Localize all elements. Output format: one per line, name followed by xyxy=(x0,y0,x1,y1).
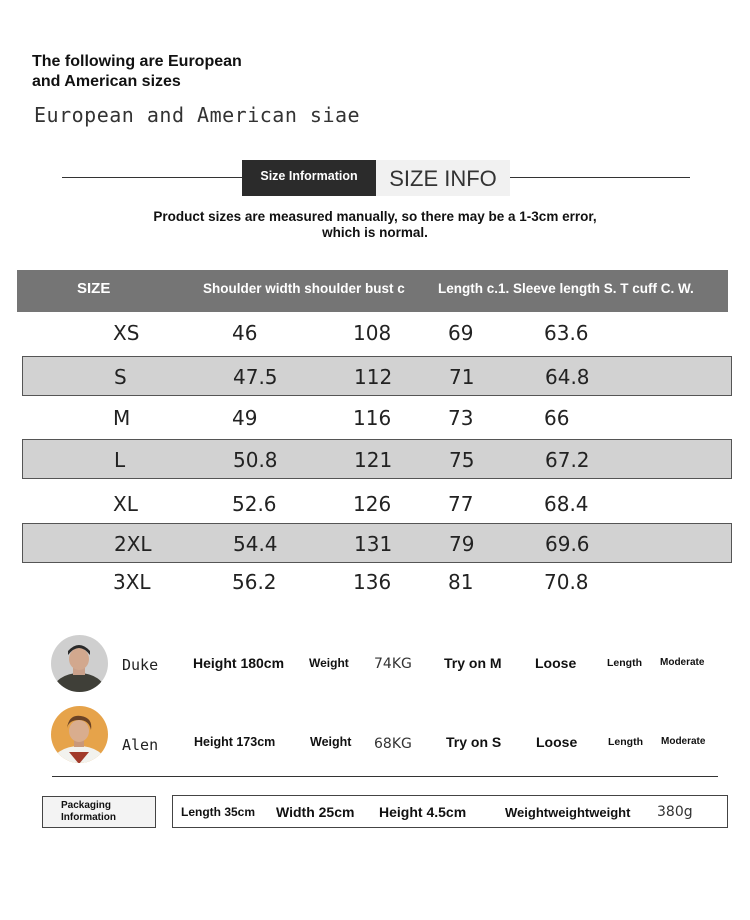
page-heading xyxy=(32,52,292,92)
header-shoulder-bust: Shoulder width shoulder bust c xyxy=(203,281,405,296)
cell-length: 81 xyxy=(448,570,474,594)
cell-bust: 121 xyxy=(354,448,393,472)
cell-sleeve: 64.8 xyxy=(545,365,590,389)
packaging-details xyxy=(172,795,728,828)
model-height: Height 180cm xyxy=(193,655,285,671)
packaging-label-line-2: Information xyxy=(61,812,116,823)
page-subtitle: European and American siae xyxy=(34,103,361,127)
cell-size: XS xyxy=(113,321,140,345)
packaging-height: Height 4.5cm xyxy=(379,804,467,820)
header-size: SIZE xyxy=(77,280,111,297)
cell-sleeve: 66 xyxy=(544,406,570,430)
divider-right xyxy=(510,177,690,178)
model-length-value: Moderate xyxy=(660,657,705,668)
model-length-label: Length xyxy=(608,736,643,748)
cell-shoulder: 50.8 xyxy=(233,448,278,472)
cell-sleeve: 69.6 xyxy=(545,532,590,556)
table-row xyxy=(22,523,732,563)
heading-line-2: and American sizes xyxy=(32,73,181,90)
cell-length: 71 xyxy=(449,365,475,389)
person-photo-icon xyxy=(51,635,108,692)
model-length-label: Length xyxy=(607,657,642,669)
model-name: Duke xyxy=(122,656,159,674)
cell-bust: 116 xyxy=(353,406,392,430)
cell-size: M xyxy=(113,406,131,430)
table-row xyxy=(22,562,732,602)
heading-line-1: The following are European xyxy=(32,53,242,70)
divider-bottom xyxy=(52,776,718,777)
cell-length: 69 xyxy=(448,321,474,345)
measurement-note xyxy=(120,209,630,241)
size-information-label: Size Information xyxy=(242,160,376,196)
model-name: Alen xyxy=(122,736,159,754)
cell-sleeve: 70.8 xyxy=(544,570,589,594)
cell-shoulder: 54.4 xyxy=(233,532,278,556)
size-info-label: SIZE INFO xyxy=(376,160,510,196)
table-row xyxy=(22,356,732,396)
cell-shoulder: 49 xyxy=(232,406,258,430)
cell-bust: 126 xyxy=(353,492,392,516)
cell-bust: 108 xyxy=(353,321,392,345)
model-length-value: Moderate xyxy=(661,736,706,747)
cell-length: 77 xyxy=(448,492,474,516)
cell-bust: 131 xyxy=(354,532,393,556)
note-line-2: which is normal. xyxy=(322,225,428,240)
cell-shoulder: 52.6 xyxy=(232,492,277,516)
cell-shoulder: 47.5 xyxy=(233,365,278,389)
model-fit: Loose xyxy=(536,734,578,750)
cell-shoulder: 46 xyxy=(232,321,258,345)
cell-size: 2XL xyxy=(114,532,152,556)
table-row xyxy=(22,484,732,524)
model-try-on: Try on S xyxy=(446,734,502,750)
table-row xyxy=(22,398,732,438)
model-weight-label: Weight xyxy=(309,656,349,670)
model-weight-label: Weight xyxy=(310,735,352,749)
cell-length: 73 xyxy=(448,406,474,430)
cell-bust: 112 xyxy=(354,365,393,389)
packaging-width: Width 25cm xyxy=(276,804,355,820)
size-table-header xyxy=(17,270,728,312)
model-weight: 68KG xyxy=(374,736,412,752)
person-photo-icon xyxy=(51,706,108,763)
cell-size: S xyxy=(114,365,127,389)
divider-left xyxy=(62,177,244,178)
table-row xyxy=(22,313,732,353)
table-row xyxy=(22,439,732,479)
packaging-weight-label: Weightweightweight xyxy=(505,805,631,820)
cell-length: 75 xyxy=(449,448,475,472)
model-fit: Loose xyxy=(535,655,577,671)
packaging-label xyxy=(42,796,156,828)
packaging-weight-value: 380g xyxy=(657,804,693,820)
cell-length: 79 xyxy=(449,532,475,556)
cell-sleeve: 63.6 xyxy=(544,321,589,345)
model-weight: 74KG xyxy=(374,656,412,672)
cell-size: L xyxy=(114,448,126,472)
cell-sleeve: 68.4 xyxy=(544,492,589,516)
model-duke-avatar xyxy=(51,635,108,692)
model-try-on: Try on M xyxy=(444,655,502,671)
cell-size: 3XL xyxy=(113,570,151,594)
cell-size: XL xyxy=(113,492,138,516)
model-alen-avatar xyxy=(51,706,108,763)
cell-bust: 136 xyxy=(353,570,392,594)
cell-sleeve: 67.2 xyxy=(545,448,590,472)
header-length-sleeve: Length c.1. Sleeve length S. T cuff C. W. xyxy=(438,281,694,296)
packaging-length: Length 35cm xyxy=(181,805,256,819)
note-line-1: Product sizes are measured manually, so there may be a 1-3cm error, xyxy=(153,209,597,224)
cell-shoulder: 56.2 xyxy=(232,570,277,594)
model-height: Height 173cm xyxy=(194,735,276,749)
packaging-label-line-1: Packaging xyxy=(61,800,112,811)
